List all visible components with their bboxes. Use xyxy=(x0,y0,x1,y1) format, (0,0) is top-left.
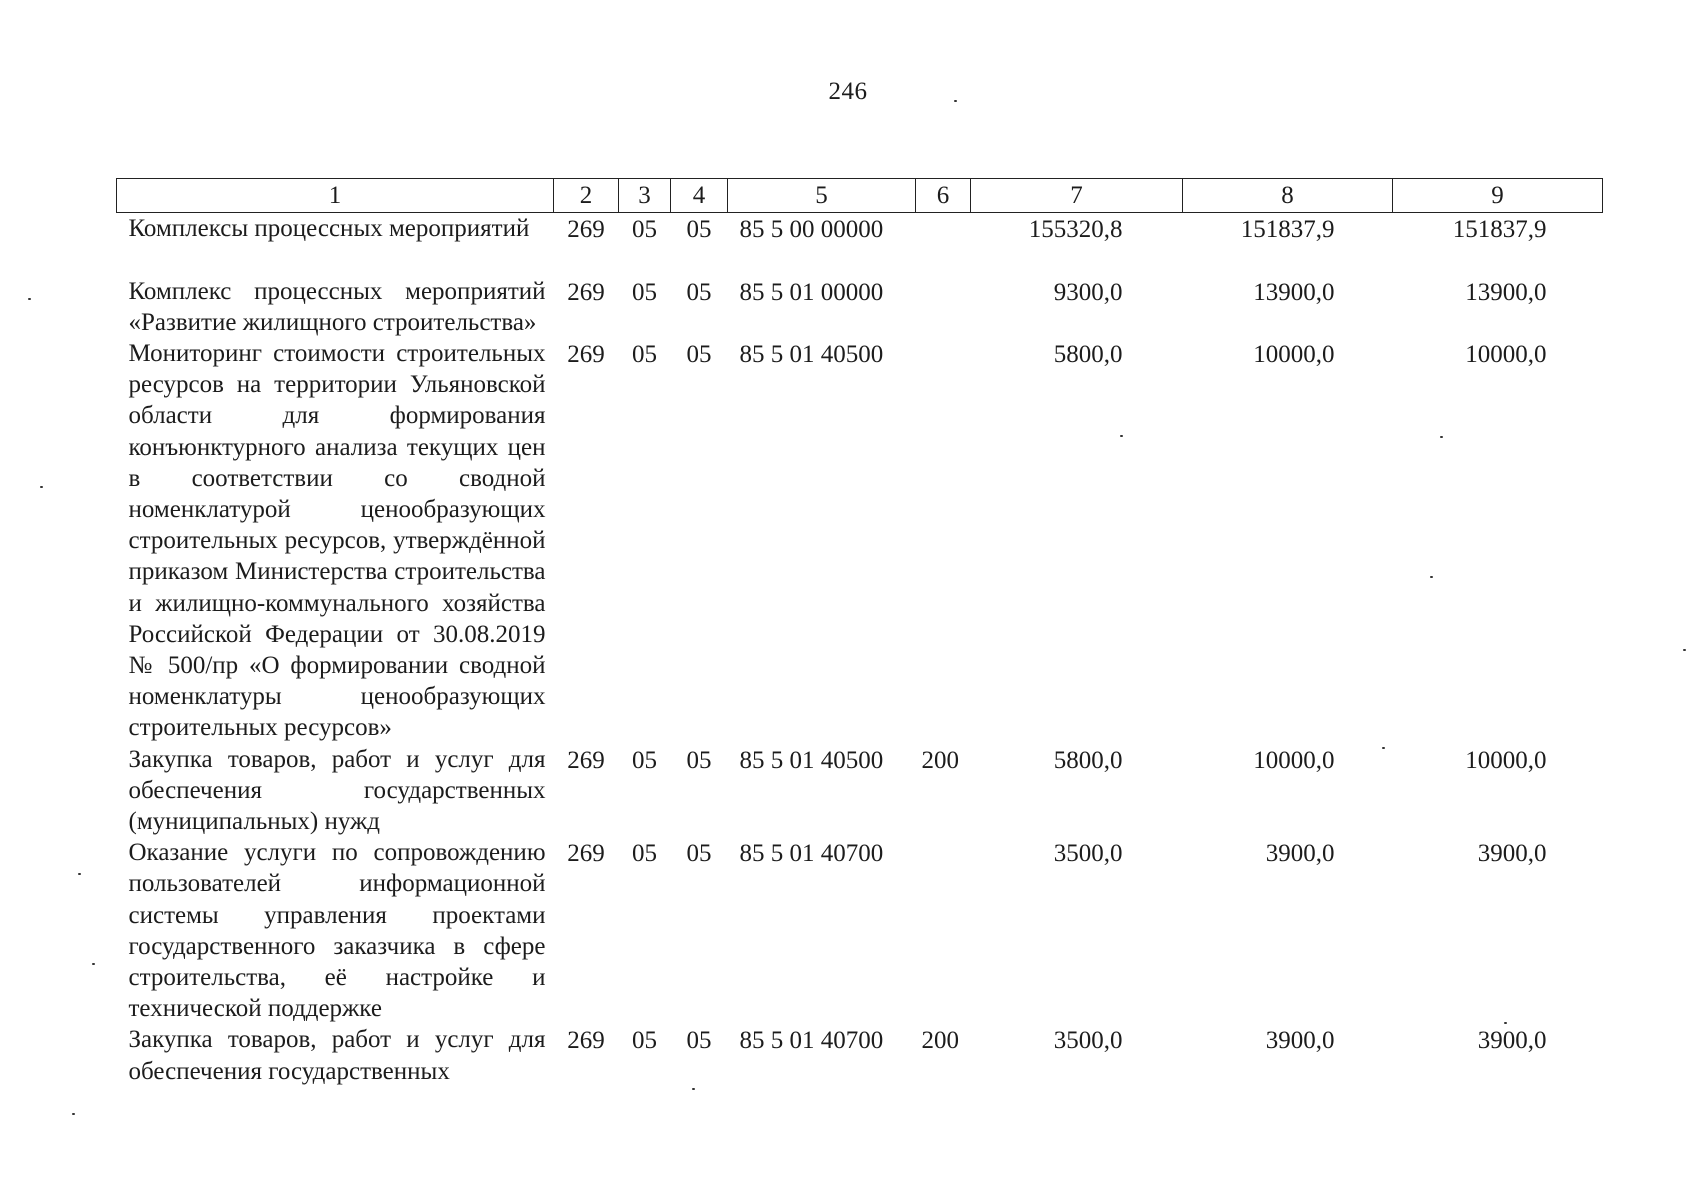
header-row xyxy=(117,179,1603,213)
cell-rz: 05 xyxy=(632,216,657,243)
scan-speck xyxy=(92,963,95,965)
cell-year2: 151837,9 xyxy=(1240,216,1335,243)
cell-year1: 5800,0 xyxy=(1053,340,1123,368)
cell-pr: 05 xyxy=(686,216,712,243)
table-row xyxy=(117,213,1603,276)
table-row xyxy=(117,338,1603,744)
cell-pr: 05 xyxy=(686,840,712,868)
cell-pr: 05 xyxy=(686,746,712,774)
cell-year2: 3900,0 xyxy=(1265,840,1335,868)
cell-vr xyxy=(916,837,971,1024)
cell-gr: 269 xyxy=(567,1027,605,1055)
cell-year1: 5800,0 xyxy=(1053,746,1123,774)
cell-year1: 9300,0 xyxy=(1053,278,1123,306)
cell-pr: 05 xyxy=(686,278,712,306)
scan-speck xyxy=(1683,649,1686,651)
cell-year1: 155320,8 xyxy=(1028,216,1123,243)
cell-year1: 3500,0 xyxy=(1053,1027,1123,1055)
column-header: 8 xyxy=(1183,179,1393,213)
scan-speck xyxy=(28,298,31,300)
cell-pr: 05 xyxy=(686,1027,712,1055)
scan-speck xyxy=(40,486,43,488)
scan-speck xyxy=(78,873,81,875)
column-header: 7 xyxy=(971,179,1183,213)
cell-csr: 85 5 01 40700 xyxy=(739,1027,884,1055)
row-name: Комплексы процессных мероприятий xyxy=(128,215,530,242)
cell-rz: 05 xyxy=(632,840,657,868)
column-header: 5 xyxy=(728,179,916,213)
row-name: Закупка товаров, работ и услуг для обеспечения государственных (муниципальных) нужд xyxy=(128,745,546,835)
cell-csr: 85 5 01 40500 xyxy=(739,746,884,774)
cell-rz: 05 xyxy=(632,340,657,368)
table-row xyxy=(117,1024,1603,1086)
cell-csr: 85 5 01 40700 xyxy=(739,840,884,868)
cell-vr xyxy=(916,213,971,276)
cell-year1: 3500,0 xyxy=(1053,840,1123,868)
cell-year2: 10000,0 xyxy=(1253,746,1335,774)
cell-gr: 269 xyxy=(567,278,605,306)
cell-year2: 13900,0 xyxy=(1253,278,1335,306)
table-body xyxy=(117,213,1603,1087)
cell-rz: 05 xyxy=(632,746,657,774)
row-name: Комплекс процессных мероприятий «Развитие жилищного строительства» xyxy=(128,277,546,336)
row-name: Мониторинг стоимости строительных ресурсов на территории Ульяновской области для формирования конъюнктурного анализа текущих цен в соответствии со сводной номенклатурой ценообразующих строительных ресурсов, утверждённой приказом Министерства строительства и жилищно-коммунального хозяйства Российской Федерации от 30.08.2019 № 500/пр «О формировании сводной номенклатуры ценообразующих строительных ресурсов» xyxy=(128,339,546,742)
column-header: 9 xyxy=(1393,179,1603,213)
cell-gr: 269 xyxy=(567,216,605,243)
cell-csr: 85 5 01 40500 xyxy=(739,340,884,368)
column-header: 6 xyxy=(916,179,971,213)
cell-year3: 13900,0 xyxy=(1465,278,1547,306)
cell-gr: 269 xyxy=(567,840,605,868)
scan-speck xyxy=(954,100,957,102)
cell-gr: 269 xyxy=(567,746,605,774)
table-row xyxy=(117,744,1603,838)
row-name: Оказание услуги по сопровождению пользователей информационной системы управления проектами государственного заказчика в сфере строительства, её настройке и технической поддержке xyxy=(128,839,546,1023)
page-number: 246 xyxy=(828,78,868,105)
column-header: 4 xyxy=(671,179,728,213)
cell-vr: 200 xyxy=(921,746,959,774)
column-header: 2 xyxy=(554,179,619,213)
budget-table xyxy=(116,178,1603,1087)
cell-vr xyxy=(916,276,971,338)
cell-year2: 10000,0 xyxy=(1253,340,1335,368)
cell-year3: 10000,0 xyxy=(1465,746,1547,774)
cell-year3: 10000,0 xyxy=(1465,340,1547,368)
table-header xyxy=(117,179,1603,213)
column-header: 3 xyxy=(619,179,671,213)
cell-vr: 200 xyxy=(921,1027,959,1055)
table-row xyxy=(117,276,1603,338)
cell-year3: 3900,0 xyxy=(1477,840,1547,868)
cell-year3: 3900,0 xyxy=(1477,1027,1547,1055)
column-header: 1 xyxy=(117,179,554,213)
scan-speck xyxy=(692,1088,695,1090)
cell-pr: 05 xyxy=(686,340,712,368)
row-name: Закупка товаров, работ и услуг для обеспечения государственных xyxy=(128,1026,546,1085)
cell-rz: 05 xyxy=(632,1027,657,1055)
cell-vr xyxy=(916,338,971,744)
table-row xyxy=(117,837,1603,1024)
cell-csr: 85 5 01 00000 xyxy=(739,278,884,306)
cell-rz: 05 xyxy=(632,278,657,306)
cell-year3: 151837,9 xyxy=(1452,216,1547,243)
cell-csr: 85 5 00 00000 xyxy=(739,216,884,243)
cell-gr: 269 xyxy=(567,340,605,368)
scan-speck xyxy=(72,1113,75,1115)
cell-year2: 3900,0 xyxy=(1265,1027,1335,1055)
